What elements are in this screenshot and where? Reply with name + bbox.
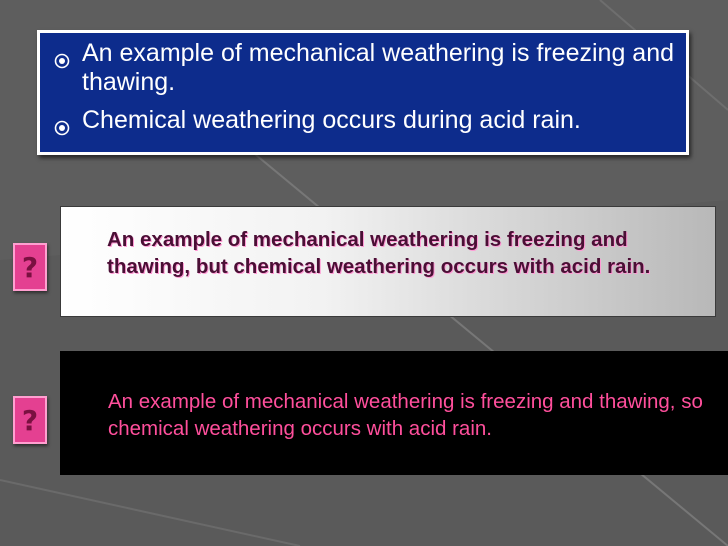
- answer-option-text: An example of mechanical weathering is freezing and thawing, so chemical weathering occurs with acid rain.: [108, 390, 703, 440]
- question-mark-badge[interactable]: ?: [13, 243, 47, 291]
- bullet-item: [54, 39, 676, 97]
- target-bullet-icon: [54, 114, 80, 143]
- bullet-text: Chemical weathering occurs during acid rain.: [82, 106, 581, 134]
- statement-box: [37, 30, 689, 155]
- target-bullet-icon: [54, 47, 80, 76]
- question-mark-badge[interactable]: ?: [13, 396, 47, 444]
- answer-option-text: An example of mechanical weathering is freezing and thawing, but chemical weathering occurs with acid rain.: [107, 228, 651, 278]
- answer-option-2[interactable]: [60, 351, 728, 475]
- answer-option-1[interactable]: [60, 206, 716, 317]
- bullet-text: An example of mechanical weathering is freezing and thawing.: [82, 39, 675, 96]
- bullet-item: [54, 106, 676, 143]
